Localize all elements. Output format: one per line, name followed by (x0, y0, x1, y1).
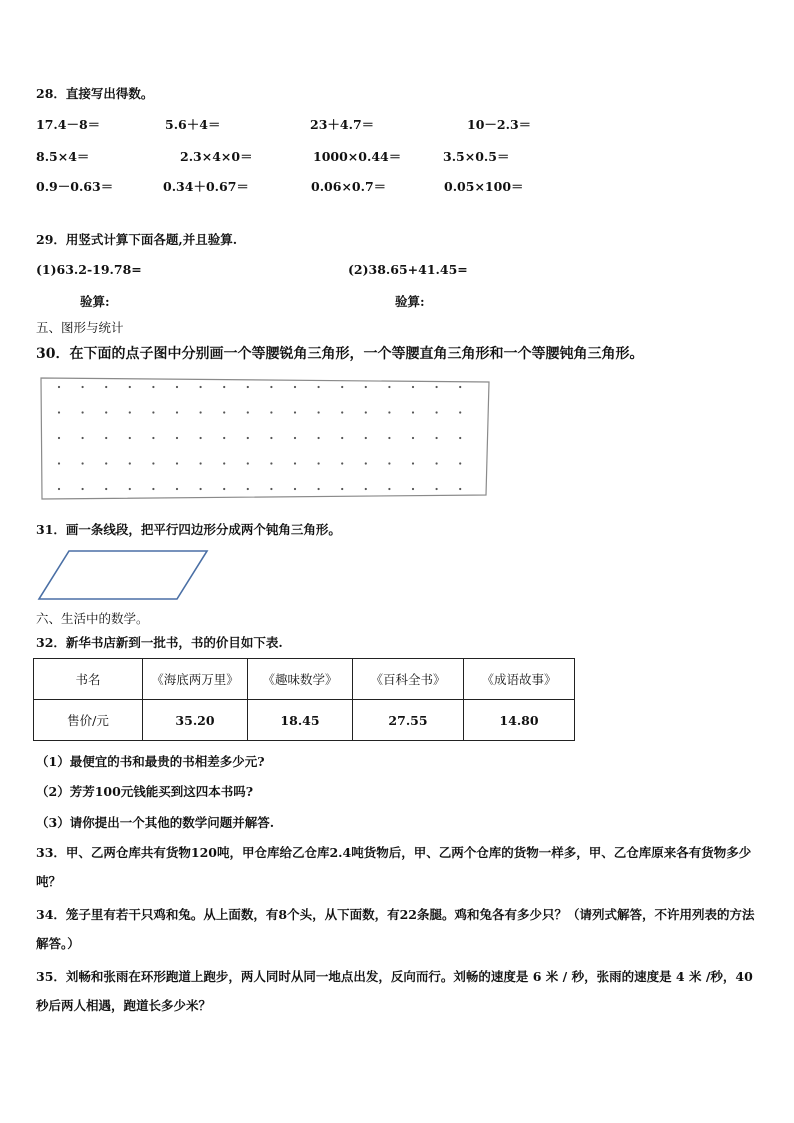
q28-item: 17.4－8＝ (36, 117, 101, 132)
table-book-cell: 《成语故事》 (464, 659, 575, 700)
grid-dot (82, 488, 84, 490)
section-6-heading: 六、生活中的数学。 (36, 611, 149, 626)
grid-dot (247, 462, 249, 464)
grid-dot (365, 437, 367, 439)
table-book-cell: 《趣味数学》 (248, 659, 353, 700)
parallelogram-figure[interactable] (37, 549, 212, 601)
grid-dot (247, 488, 249, 490)
grid-dot (129, 437, 131, 439)
grid-dot (365, 488, 367, 490)
grid-dot (270, 411, 272, 413)
table-book-cell: 《海底两万里》 (143, 659, 248, 700)
grid-dot (152, 411, 154, 413)
grid-dot (270, 437, 272, 439)
q30-title: 30．在下面的点子图中分别画一个等腰锐角三角形，一个等腰直角三角形和一个等腰钝角三角形。 (36, 346, 644, 362)
book-price-table (33, 658, 575, 741)
grid-dot (105, 437, 107, 439)
grid-dot (294, 386, 296, 388)
section-5-heading: 五、图形与统计 (36, 320, 124, 335)
grid-dot (176, 437, 178, 439)
table-price-cell: 18.45 (248, 700, 353, 741)
grid-dot (341, 462, 343, 464)
q32-sub-question-3: （3）请你提出一个其他的数学问题并解答. (36, 815, 275, 830)
table-row (34, 659, 575, 700)
grid-dot (176, 386, 178, 388)
table-price-cell: 27.55 (353, 700, 464, 741)
dot-grid (58, 386, 461, 490)
parallelogram (39, 551, 207, 599)
grid-dot (200, 437, 202, 439)
grid-dot (247, 411, 249, 413)
grid-dot (270, 462, 272, 464)
grid-dot (152, 488, 154, 490)
table-header-cell: 书名 (34, 659, 143, 700)
grid-dot (58, 462, 60, 464)
grid-dot (105, 386, 107, 388)
grid-dot (459, 386, 461, 388)
grid-dot (318, 437, 320, 439)
q28-item: 0.9－0.63＝ (36, 179, 114, 194)
grid-dot (129, 462, 131, 464)
grid-dot (200, 386, 202, 388)
grid-dot (294, 411, 296, 413)
q28-item: 10－2.3＝ (467, 117, 532, 132)
grid-dot (412, 488, 414, 490)
grid-dot (82, 386, 84, 388)
grid-dot (176, 462, 178, 464)
grid-dot (318, 488, 320, 490)
grid-dot (365, 411, 367, 413)
grid-dot (247, 437, 249, 439)
grid-dot (459, 437, 461, 439)
q28-item: 0.06×0.7＝ (311, 179, 387, 194)
grid-dot (105, 462, 107, 464)
q31-title: 31．画一条线段，把平行四边形分成两个钝角三角形。 (36, 522, 341, 537)
grid-dot (388, 386, 390, 388)
q29-check-label-2: 验算: (395, 294, 425, 309)
grid-dot (129, 411, 131, 413)
grid-dot (270, 386, 272, 388)
grid-dot (247, 386, 249, 388)
grid-dot (459, 411, 461, 413)
grid-dot (365, 386, 367, 388)
grid-dot (200, 488, 202, 490)
grid-dot (412, 462, 414, 464)
grid-dot (294, 462, 296, 464)
grid-dot (341, 411, 343, 413)
q29-problem-1: (1)63.2-19.78= (36, 262, 142, 277)
grid-dot (412, 411, 414, 413)
grid-dot (294, 488, 296, 490)
q28-item: 5.6＋4＝ (165, 117, 221, 132)
grid-dot (58, 488, 60, 490)
grid-dot (294, 437, 296, 439)
grid-dot (436, 437, 438, 439)
grid-dot (412, 437, 414, 439)
grid-dot (388, 437, 390, 439)
grid-dot (58, 411, 60, 413)
grid-dot (436, 386, 438, 388)
grid-dot (82, 411, 84, 413)
grid-dot (436, 411, 438, 413)
grid-dot (318, 386, 320, 388)
grid-dot (58, 437, 60, 439)
grid-dot (436, 488, 438, 490)
grid-dot (152, 386, 154, 388)
grid-dot (270, 488, 272, 490)
q28-item: 0.05×100＝ (444, 179, 524, 194)
grid-dot (58, 386, 60, 388)
grid-dot (176, 488, 178, 490)
grid-dot (129, 488, 131, 490)
grid-dot (129, 386, 131, 388)
table-price-cell: 35.20 (143, 700, 248, 741)
grid-dot (82, 437, 84, 439)
grid-dot (223, 386, 225, 388)
grid-dot (223, 488, 225, 490)
grid-dot (341, 386, 343, 388)
grid-dot (459, 462, 461, 464)
grid-dot (341, 488, 343, 490)
grid-dot (388, 488, 390, 490)
q32-sub-question-1: （1）最便宜的书和最贵的书相差多少元? (36, 754, 265, 769)
q34-text: 34．笼子里有若干只鸡和兔。从上面数，有8个头，从下面数，有22条腿。鸡和兔各有多少只？（请列式解答，不许用列表的方法解答。） (36, 907, 755, 951)
q28-item: 0.34＋0.67＝ (163, 179, 249, 194)
grid-dot (341, 437, 343, 439)
q28-item: 1000×0.44＝ (313, 149, 402, 164)
table-price-cell: 14.80 (464, 700, 575, 741)
grid-dot (388, 411, 390, 413)
dot-grid-box[interactable] (40, 377, 490, 500)
table-header-cell: 售价/元 (34, 700, 143, 741)
q33-text: 33．甲、乙两仓库共有货物120吨，甲仓库给乙仓库2.4吨货物后，甲、乙两个仓库的货物一样多，甲、乙仓库原来各有货物多少吨？ (36, 845, 752, 889)
grid-dot (152, 437, 154, 439)
grid-dot (223, 462, 225, 464)
q29-check-label-1: 验算: (80, 294, 110, 309)
grid-dot (318, 411, 320, 413)
grid-dot (318, 462, 320, 464)
grid-dot (223, 437, 225, 439)
q28-item: 8.5×4＝ (36, 149, 90, 164)
q28-item: 3.5×0.5＝ (443, 149, 510, 164)
table-book-cell: 《百科全书》 (353, 659, 464, 700)
grid-dot (223, 411, 225, 413)
grid-dot (412, 386, 414, 388)
table-row (34, 700, 575, 741)
grid-dot (105, 411, 107, 413)
grid-dot (436, 462, 438, 464)
grid-dot (200, 462, 202, 464)
grid-dot (105, 488, 107, 490)
grid-dot (365, 462, 367, 464)
grid-dot (388, 462, 390, 464)
q29-problem-2: (2)38.65+41.45= (348, 262, 468, 277)
grid-dot (82, 462, 84, 464)
q28-item: 2.3×4×0＝ (180, 149, 253, 164)
q32-sub-question-2: （2）芳芳100元钱能买到这四本书吗? (36, 784, 254, 799)
grid-dot (176, 411, 178, 413)
grid-dot (152, 462, 154, 464)
q35-text: 35．刘畅和张雨在环形跑道上跑步，两人同时从同一地点出发，反向而行。刘畅的速度是 6 米 / 秒，张雨的速度是 4 米 /秒，40 秒后两人相遇，跑道长多少米？ (36, 969, 753, 1013)
q29-title: 29．用竖式计算下面各题,并且验算. (36, 232, 238, 247)
grid-dot (200, 411, 202, 413)
q28-title: 28．直接写出得数。 (36, 86, 154, 101)
q32-title: 32．新华书店新到一批书，书的价目如下表. (36, 635, 283, 650)
q28-item: 23＋4.7＝ (310, 117, 375, 132)
grid-dot (459, 488, 461, 490)
